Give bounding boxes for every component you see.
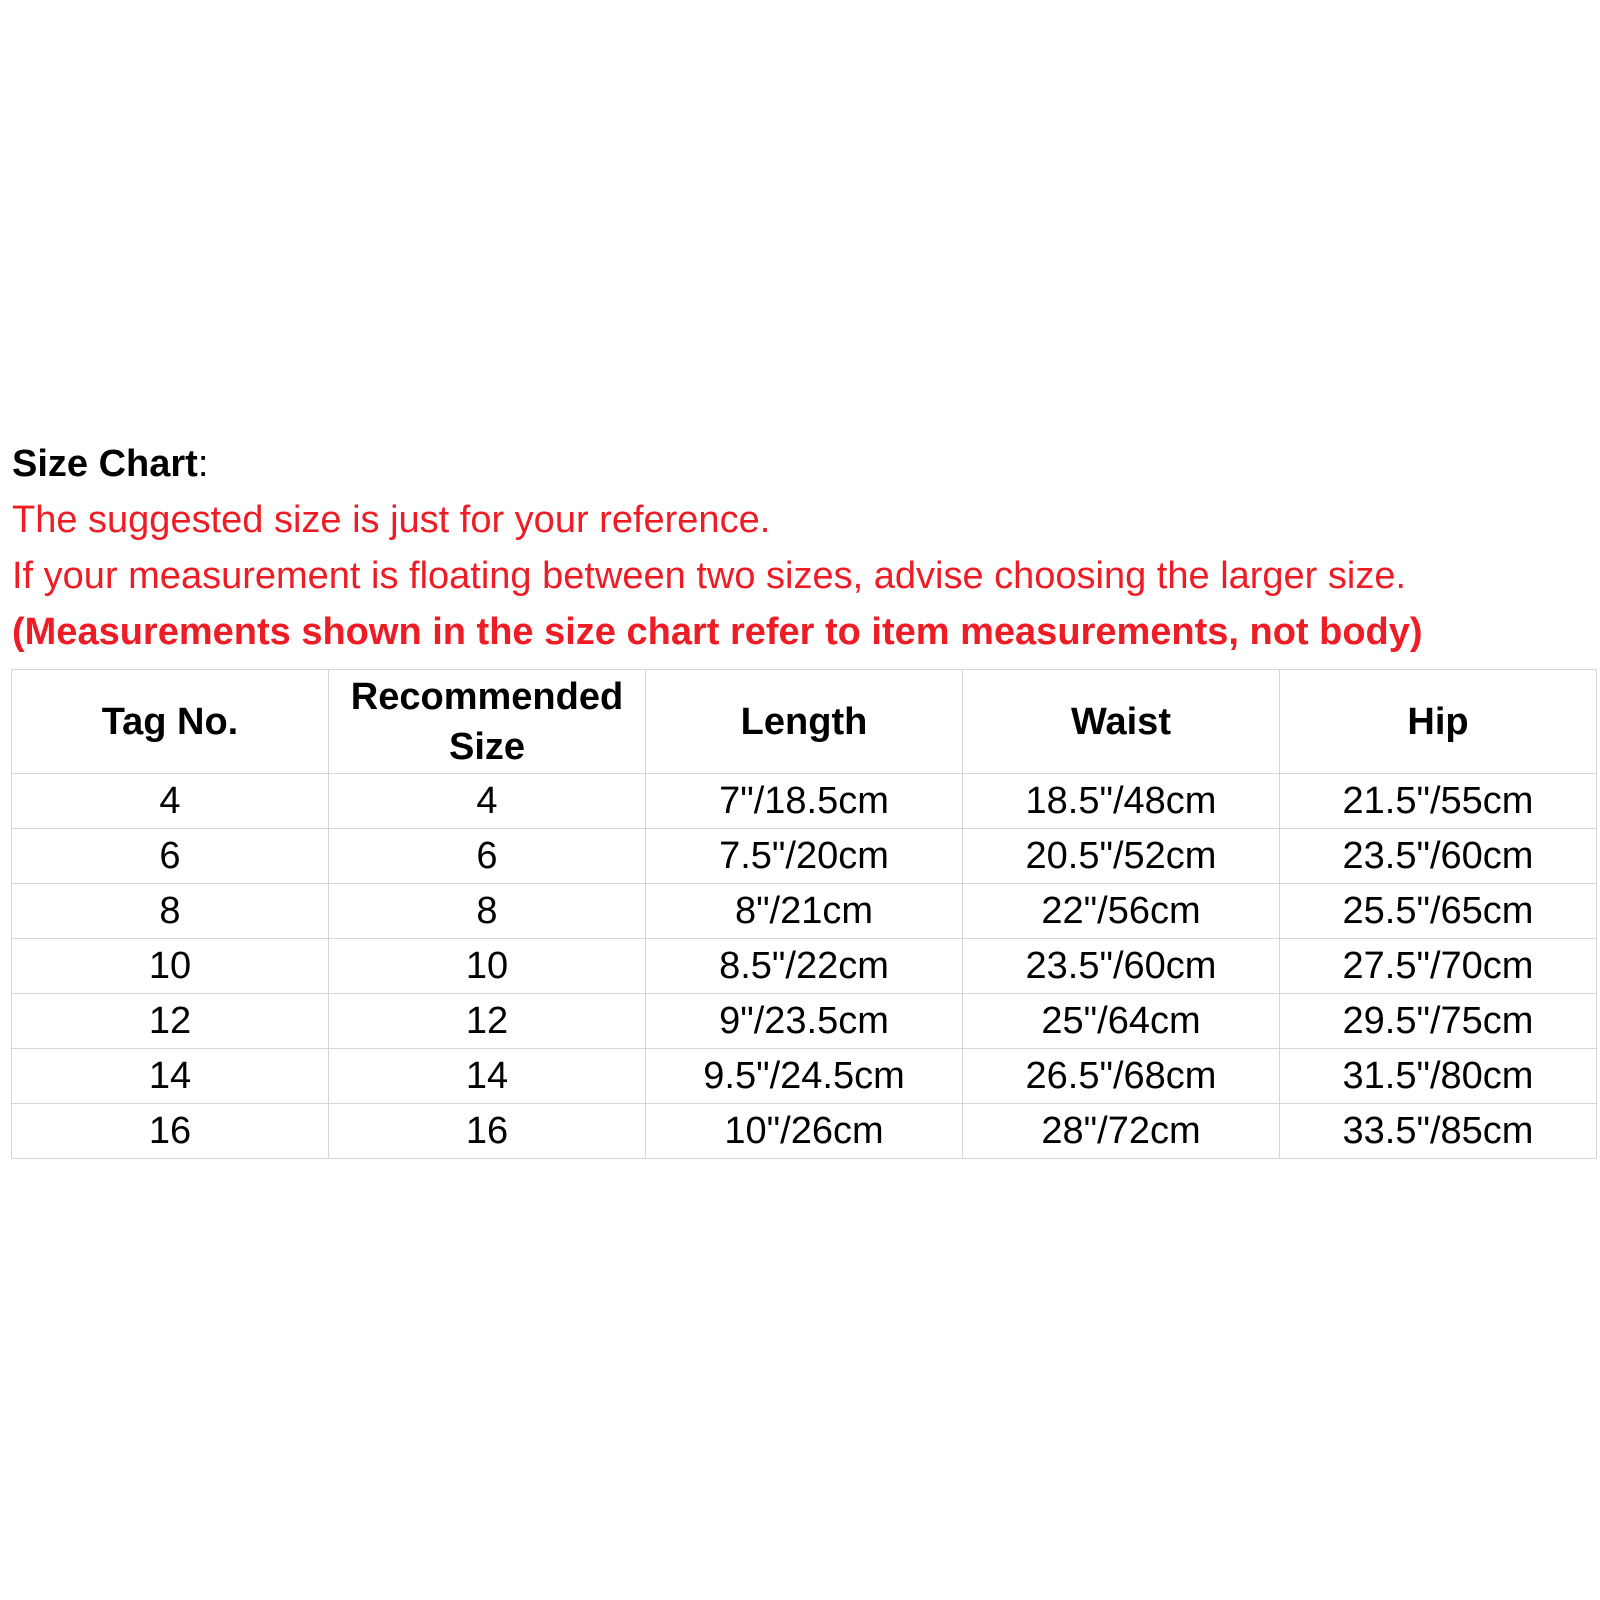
cell-hip: 29.5"/75cm	[1280, 994, 1597, 1049]
cell-recommended-size: 16	[329, 1104, 646, 1159]
measurement-warning: (Measurements shown in the size chart refer to item measurements, not body)	[12, 611, 1423, 653]
sizing-advice-note: If your measurement is floating between two sizes, advise choosing the larger size.	[12, 555, 1407, 597]
size-chart-notes	[12, 436, 1592, 660]
cell-recommended-size: 8	[329, 884, 646, 939]
cell-waist: 25"/64cm	[963, 994, 1280, 1049]
table-row	[12, 994, 1597, 1049]
header-recommended-size: Recommended Size	[329, 670, 646, 774]
title-label: Size Chart	[12, 443, 198, 485]
cell-tag-no: 12	[12, 994, 329, 1049]
header-tag-no: Tag No.	[12, 670, 329, 774]
table-row	[12, 774, 1597, 829]
cell-tag-no: 4	[12, 774, 329, 829]
header-hip: Hip	[1280, 670, 1597, 774]
cell-tag-no: 16	[12, 1104, 329, 1159]
cell-waist: 28"/72cm	[963, 1104, 1280, 1159]
cell-recommended-size: 12	[329, 994, 646, 1049]
cell-recommended-size: 14	[329, 1049, 646, 1104]
cell-waist: 20.5"/52cm	[963, 829, 1280, 884]
cell-length: 7.5"/20cm	[646, 829, 963, 884]
cell-length: 10"/26cm	[646, 1104, 963, 1159]
cell-hip: 33.5"/85cm	[1280, 1104, 1597, 1159]
header-length: Length	[646, 670, 963, 774]
cell-hip: 27.5"/70cm	[1280, 939, 1597, 994]
cell-waist: 23.5"/60cm	[963, 939, 1280, 994]
table-body	[12, 774, 1597, 1159]
title-colon: :	[197, 443, 209, 485]
header-row	[12, 670, 1597, 774]
reference-note: The suggested size is just for your reference.	[12, 499, 771, 541]
cell-length: 8"/21cm	[646, 884, 963, 939]
cell-waist: 26.5"/68cm	[963, 1049, 1280, 1104]
cell-hip: 23.5"/60cm	[1280, 829, 1597, 884]
cell-tag-no: 6	[12, 829, 329, 884]
size-chart-table	[11, 669, 1597, 1159]
table-row	[12, 939, 1597, 994]
table-row	[12, 1104, 1597, 1159]
header-waist: Waist	[963, 670, 1280, 774]
cell-hip: 25.5"/65cm	[1280, 884, 1597, 939]
cell-length: 9.5"/24.5cm	[646, 1049, 963, 1104]
cell-recommended-size: 6	[329, 829, 646, 884]
cell-hip: 21.5"/55cm	[1280, 774, 1597, 829]
cell-tag-no: 14	[12, 1049, 329, 1104]
cell-length: 8.5"/22cm	[646, 939, 963, 994]
table-row	[12, 1049, 1597, 1104]
table-row	[12, 829, 1597, 884]
cell-length: 7"/18.5cm	[646, 774, 963, 829]
cell-tag-no: 8	[12, 884, 329, 939]
cell-waist: 18.5"/48cm	[963, 774, 1280, 829]
table-header	[12, 670, 1597, 774]
page-title	[12, 436, 1592, 492]
table-row	[12, 884, 1597, 939]
cell-recommended-size: 4	[329, 774, 646, 829]
cell-recommended-size: 10	[329, 939, 646, 994]
cell-tag-no: 10	[12, 939, 329, 994]
cell-hip: 31.5"/80cm	[1280, 1049, 1597, 1104]
cell-waist: 22"/56cm	[963, 884, 1280, 939]
cell-length: 9"/23.5cm	[646, 994, 963, 1049]
